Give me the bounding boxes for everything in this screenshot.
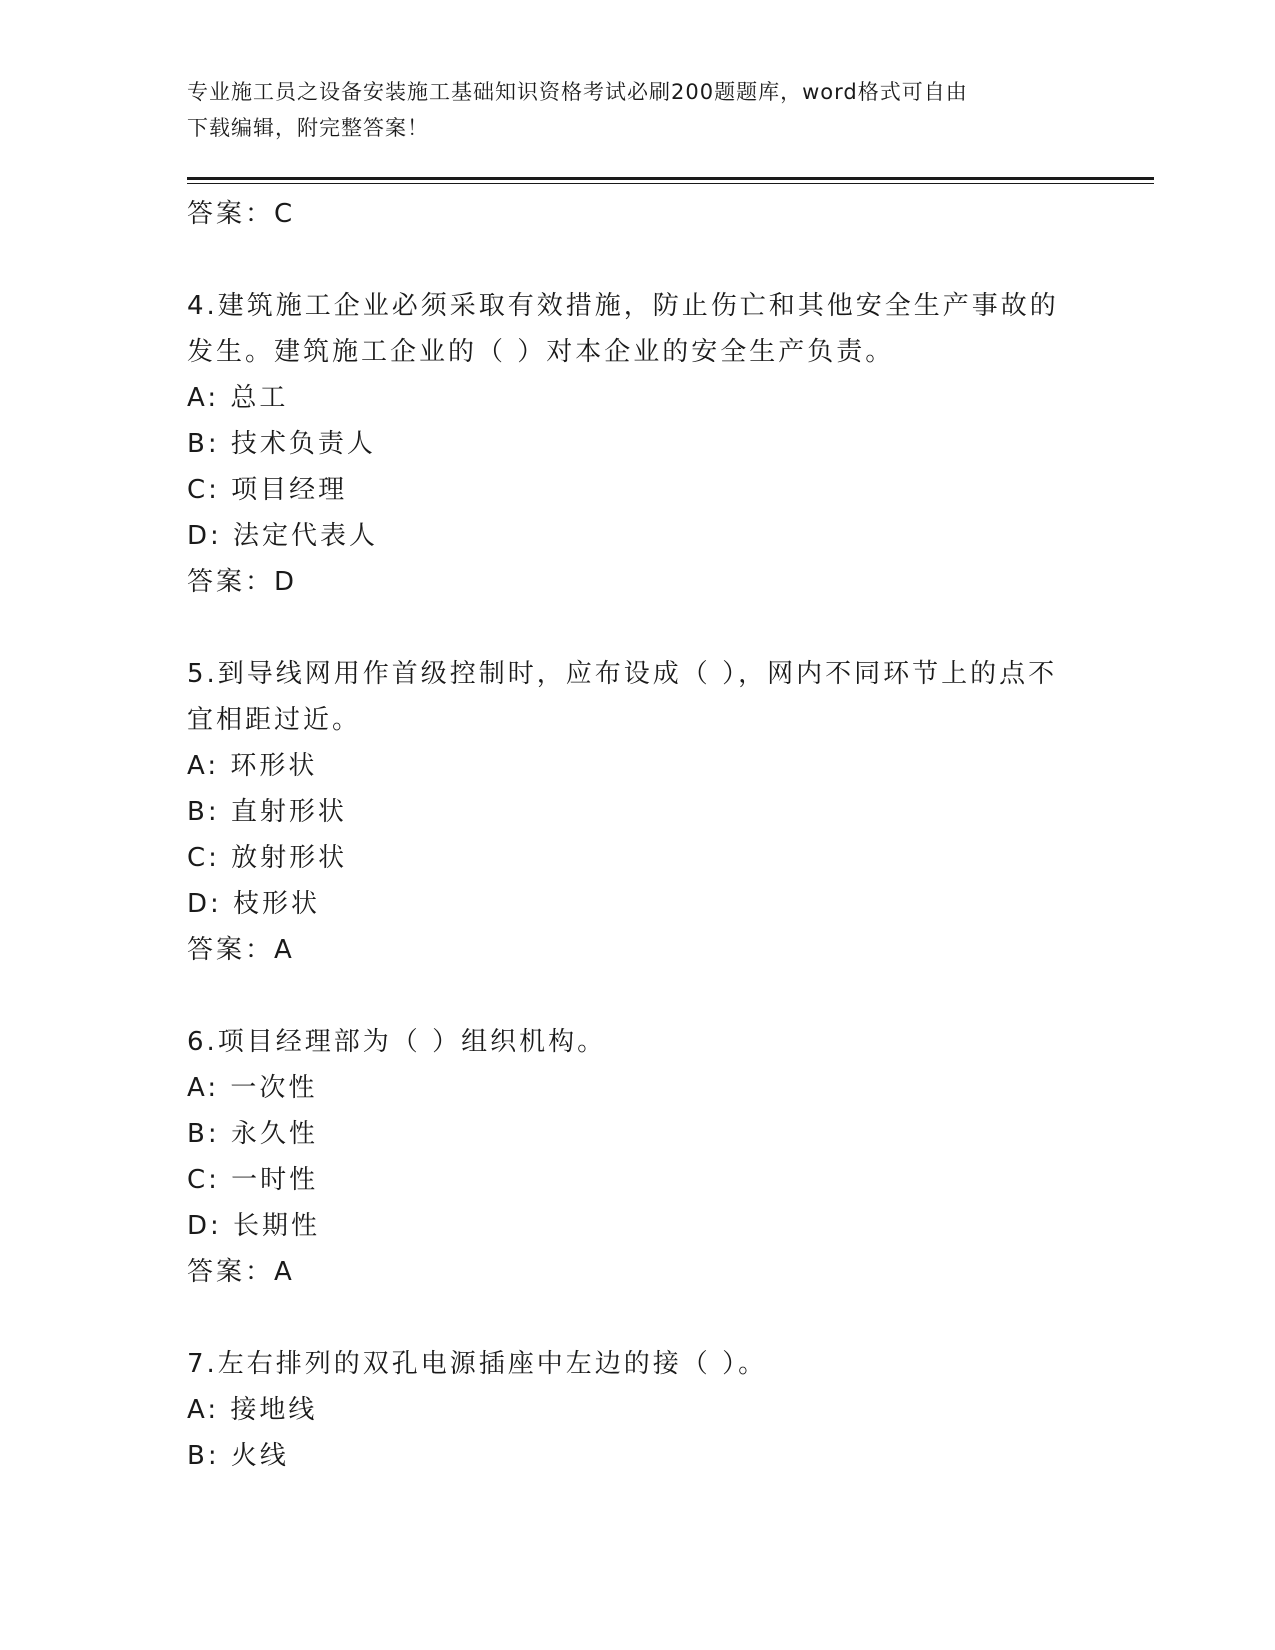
option-b: B: 永久性 xyxy=(187,1119,318,1149)
header-title-line-2: 下载编辑，附完整答案！ xyxy=(187,116,429,140)
question-stem-line: 5.到导线网用作首级控制时，应布设成（ ），网内不同环节上的点不 xyxy=(187,659,1058,689)
header-divider-thick xyxy=(187,177,1154,180)
spacer xyxy=(187,973,1087,1019)
option-d: D: 枝形状 xyxy=(187,889,321,919)
option-a: A: 总工 xyxy=(187,383,289,413)
option-d: D: 长期性 xyxy=(187,1211,321,1241)
option-c: C: 一时性 xyxy=(187,1165,319,1195)
spacer xyxy=(187,605,1087,651)
option-c: C: 项目经理 xyxy=(187,475,348,505)
option-a: A: 一次性 xyxy=(187,1073,318,1103)
header-title-line-1: 专业施工员之设备安装施工基础知识资格考试必刷200题题库，word格式可自由 xyxy=(187,80,968,104)
header-divider-thin xyxy=(187,183,1154,184)
spacer xyxy=(187,1295,1087,1341)
option-c: C: 放射形状 xyxy=(187,843,348,873)
document-header xyxy=(187,74,1067,146)
question-stem-line: 7.左右排列的双孔电源插座中左边的接（ ）。 xyxy=(187,1349,768,1379)
question-list xyxy=(187,191,1087,1479)
question-answer: 答案：A xyxy=(187,935,295,965)
question-stem-line: 4.建筑施工企业必须采取有效措施，防止伤亡和其他安全生产事故的 xyxy=(187,291,1059,321)
question-answer: 答案：A xyxy=(187,1257,295,1287)
option-a: A: 接地线 xyxy=(187,1395,318,1425)
option-d: D: 法定代表人 xyxy=(187,521,379,551)
previous-answer: 答案：C xyxy=(187,199,296,229)
question-block xyxy=(187,651,1087,973)
question-stem-line: 发生。建筑施工企业的（ ）对本企业的安全生产负责。 xyxy=(187,337,895,367)
option-b: B: 直射形状 xyxy=(187,797,347,827)
option-b: B: 火线 xyxy=(187,1441,289,1471)
spacer xyxy=(187,237,1087,283)
question-block xyxy=(187,1019,1087,1295)
question-stem-line: 宜相距过近。 xyxy=(187,705,362,735)
question-block xyxy=(187,283,1087,605)
option-b: B: 技术负责人 xyxy=(187,429,376,459)
question-answer: 答案：D xyxy=(187,567,298,597)
option-a: A: 环形状 xyxy=(187,751,318,781)
question-block xyxy=(187,1341,1087,1479)
question-stem-line: 6.项目经理部为（ ）组织机构。 xyxy=(187,1027,607,1057)
